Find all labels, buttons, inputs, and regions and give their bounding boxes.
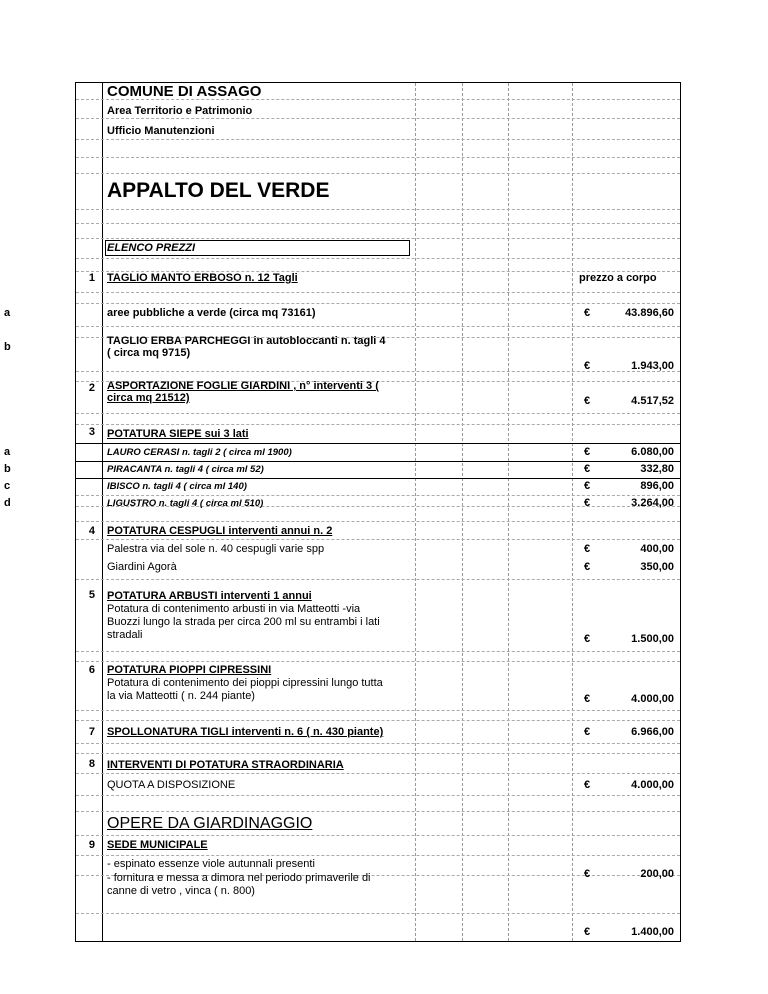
euro-sign: € [584, 633, 591, 645]
item-value: 1.943,00 [631, 360, 674, 372]
spreadsheet-sheet [4, 82, 681, 942]
item-label: IBISCO n. tagli 4 ( circa ml 140) [107, 481, 247, 492]
office-name: Ufficio Manutenzioni [107, 125, 215, 137]
department-name: Area Territorio e Patrimonio [107, 105, 253, 117]
item-letter: a [4, 446, 11, 458]
item-value: 400,00 [640, 543, 674, 555]
item-label: LIGUSTRO n. tagli 4 ( circa ml 510) [107, 498, 264, 509]
item-value: 6.966,00 [631, 726, 674, 738]
item-desc: - espinato essenze viole autunnali presenti [107, 858, 315, 870]
item-label: Palestra via del sole n. 40 cespugli varie spp [107, 543, 325, 555]
section-title: OPERE DA GIARDINAGGIO [107, 815, 313, 832]
price-label: prezzo a corpo [579, 272, 657, 284]
item-label: LAURO CERASI n. tagli 2 ( circa ml 1900) [107, 447, 292, 458]
item-value: 6.080,00 [631, 446, 674, 458]
item-value: 1.400,00 [631, 926, 674, 938]
euro-sign: € [584, 446, 591, 458]
item-letter: b [4, 341, 11, 353]
item-letter: c [4, 480, 11, 492]
item-value: 896,00 [640, 480, 674, 492]
item-value: 350,00 [640, 561, 674, 573]
col-divider [415, 83, 416, 941]
euro-sign: € [584, 726, 591, 738]
item-number: 7 [88, 726, 95, 738]
item-desc: - fornitura e messa a dimora nel periodo primaverile di [107, 872, 371, 884]
item-label: ASPORTAZIONE FOGLIE GIARDINI , n° interventi 3 ( [107, 380, 379, 392]
item-number: 4 [88, 525, 95, 537]
item-letter: b [4, 463, 11, 475]
item-letter: d [4, 497, 11, 509]
item-desc: Potatura di contenimento dei pioppi cipressini lungo tutta [107, 677, 383, 689]
euro-sign: € [584, 395, 591, 407]
euro-sign: € [584, 779, 591, 791]
item-label: TAGLIO MANTO ERBOSO n. 12 Tagli [107, 272, 298, 284]
item-value: 332,80 [640, 463, 674, 475]
item-value: 4.000,00 [631, 779, 674, 791]
euro-sign: € [584, 926, 591, 938]
item-label: ( circa mq 9715) [107, 347, 191, 359]
item-number: 6 [88, 664, 95, 676]
item-label: SEDE MUNICIPALE [107, 839, 208, 851]
col-divider [572, 83, 573, 941]
item-desc: Buozzi lungo la strada per circa 200 ml su entrambi i lati [107, 616, 380, 628]
item-label: aree pubbliche a verde (circa mq 73161) [107, 307, 316, 319]
item-desc: stradali [107, 629, 143, 641]
item-label: POTATURA ARBUSTI interventi 1 annui [107, 590, 312, 602]
item-label: PIRACANTA n. tagli 4 ( circa ml 52) [107, 464, 264, 475]
euro-sign: € [584, 693, 591, 705]
euro-sign: € [584, 868, 591, 880]
euro-sign: € [584, 543, 591, 555]
item-label: circa mq 21512) [107, 392, 190, 404]
item-value: 1.500,00 [631, 633, 674, 645]
item-label: POTATURA SIEPE sui 3 lati [107, 428, 249, 440]
item-value: 3.264,00 [631, 497, 674, 509]
item-desc: canne di vetro , vinca ( n. 800) [107, 885, 255, 897]
item-value: 4.000,00 [631, 693, 674, 705]
item-value: 4.517,52 [631, 395, 674, 407]
item-number: 8 [88, 758, 95, 770]
item-label: Giardini Agorà [107, 561, 177, 573]
item-label: POTATURA PIOPPI CIPRESSINI [107, 664, 272, 676]
item-number: 9 [88, 839, 95, 851]
euro-sign: € [584, 463, 591, 475]
item-label: INTERVENTI DI POTATURA STRAORDINARIA [107, 759, 344, 771]
item-value: 200,00 [640, 868, 674, 880]
euro-sign: € [584, 561, 591, 573]
item-number: 3 [88, 426, 95, 438]
item-value: 43.896,60 [625, 307, 674, 319]
euro-sign: € [584, 497, 591, 509]
item-letter: a [4, 307, 11, 319]
item-desc: QUOTA A DISPOSIZIONE [107, 779, 236, 791]
item-number: 5 [88, 589, 95, 601]
item-desc: Potatura di contenimento arbusti in via Matteotti -via [107, 603, 361, 615]
item-label: TAGLIO ERBA PARCHEGGI in autobloccanti n. tagli 4 [107, 335, 386, 347]
item-label: SPOLLONATURA TIGLI interventi n. 6 ( n. 430 piante) [107, 726, 384, 738]
col-divider [102, 83, 103, 941]
document-title: APPALTO DEL VERDE [107, 179, 330, 202]
euro-sign: € [584, 360, 591, 372]
col-divider [508, 83, 509, 941]
section-title: ELENCO PREZZI [107, 242, 196, 254]
item-number: 2 [88, 382, 95, 394]
item-number: 1 [88, 272, 95, 284]
euro-sign: € [584, 307, 591, 319]
item-desc: la via Matteotti ( n. 244 piante) [107, 690, 255, 702]
euro-sign: € [584, 480, 591, 492]
col-divider [462, 83, 463, 941]
item-label: POTATURA CESPUGLI interventi annui n. 2 [107, 525, 333, 537]
org-name: COMUNE DI ASSAGO [107, 83, 262, 100]
